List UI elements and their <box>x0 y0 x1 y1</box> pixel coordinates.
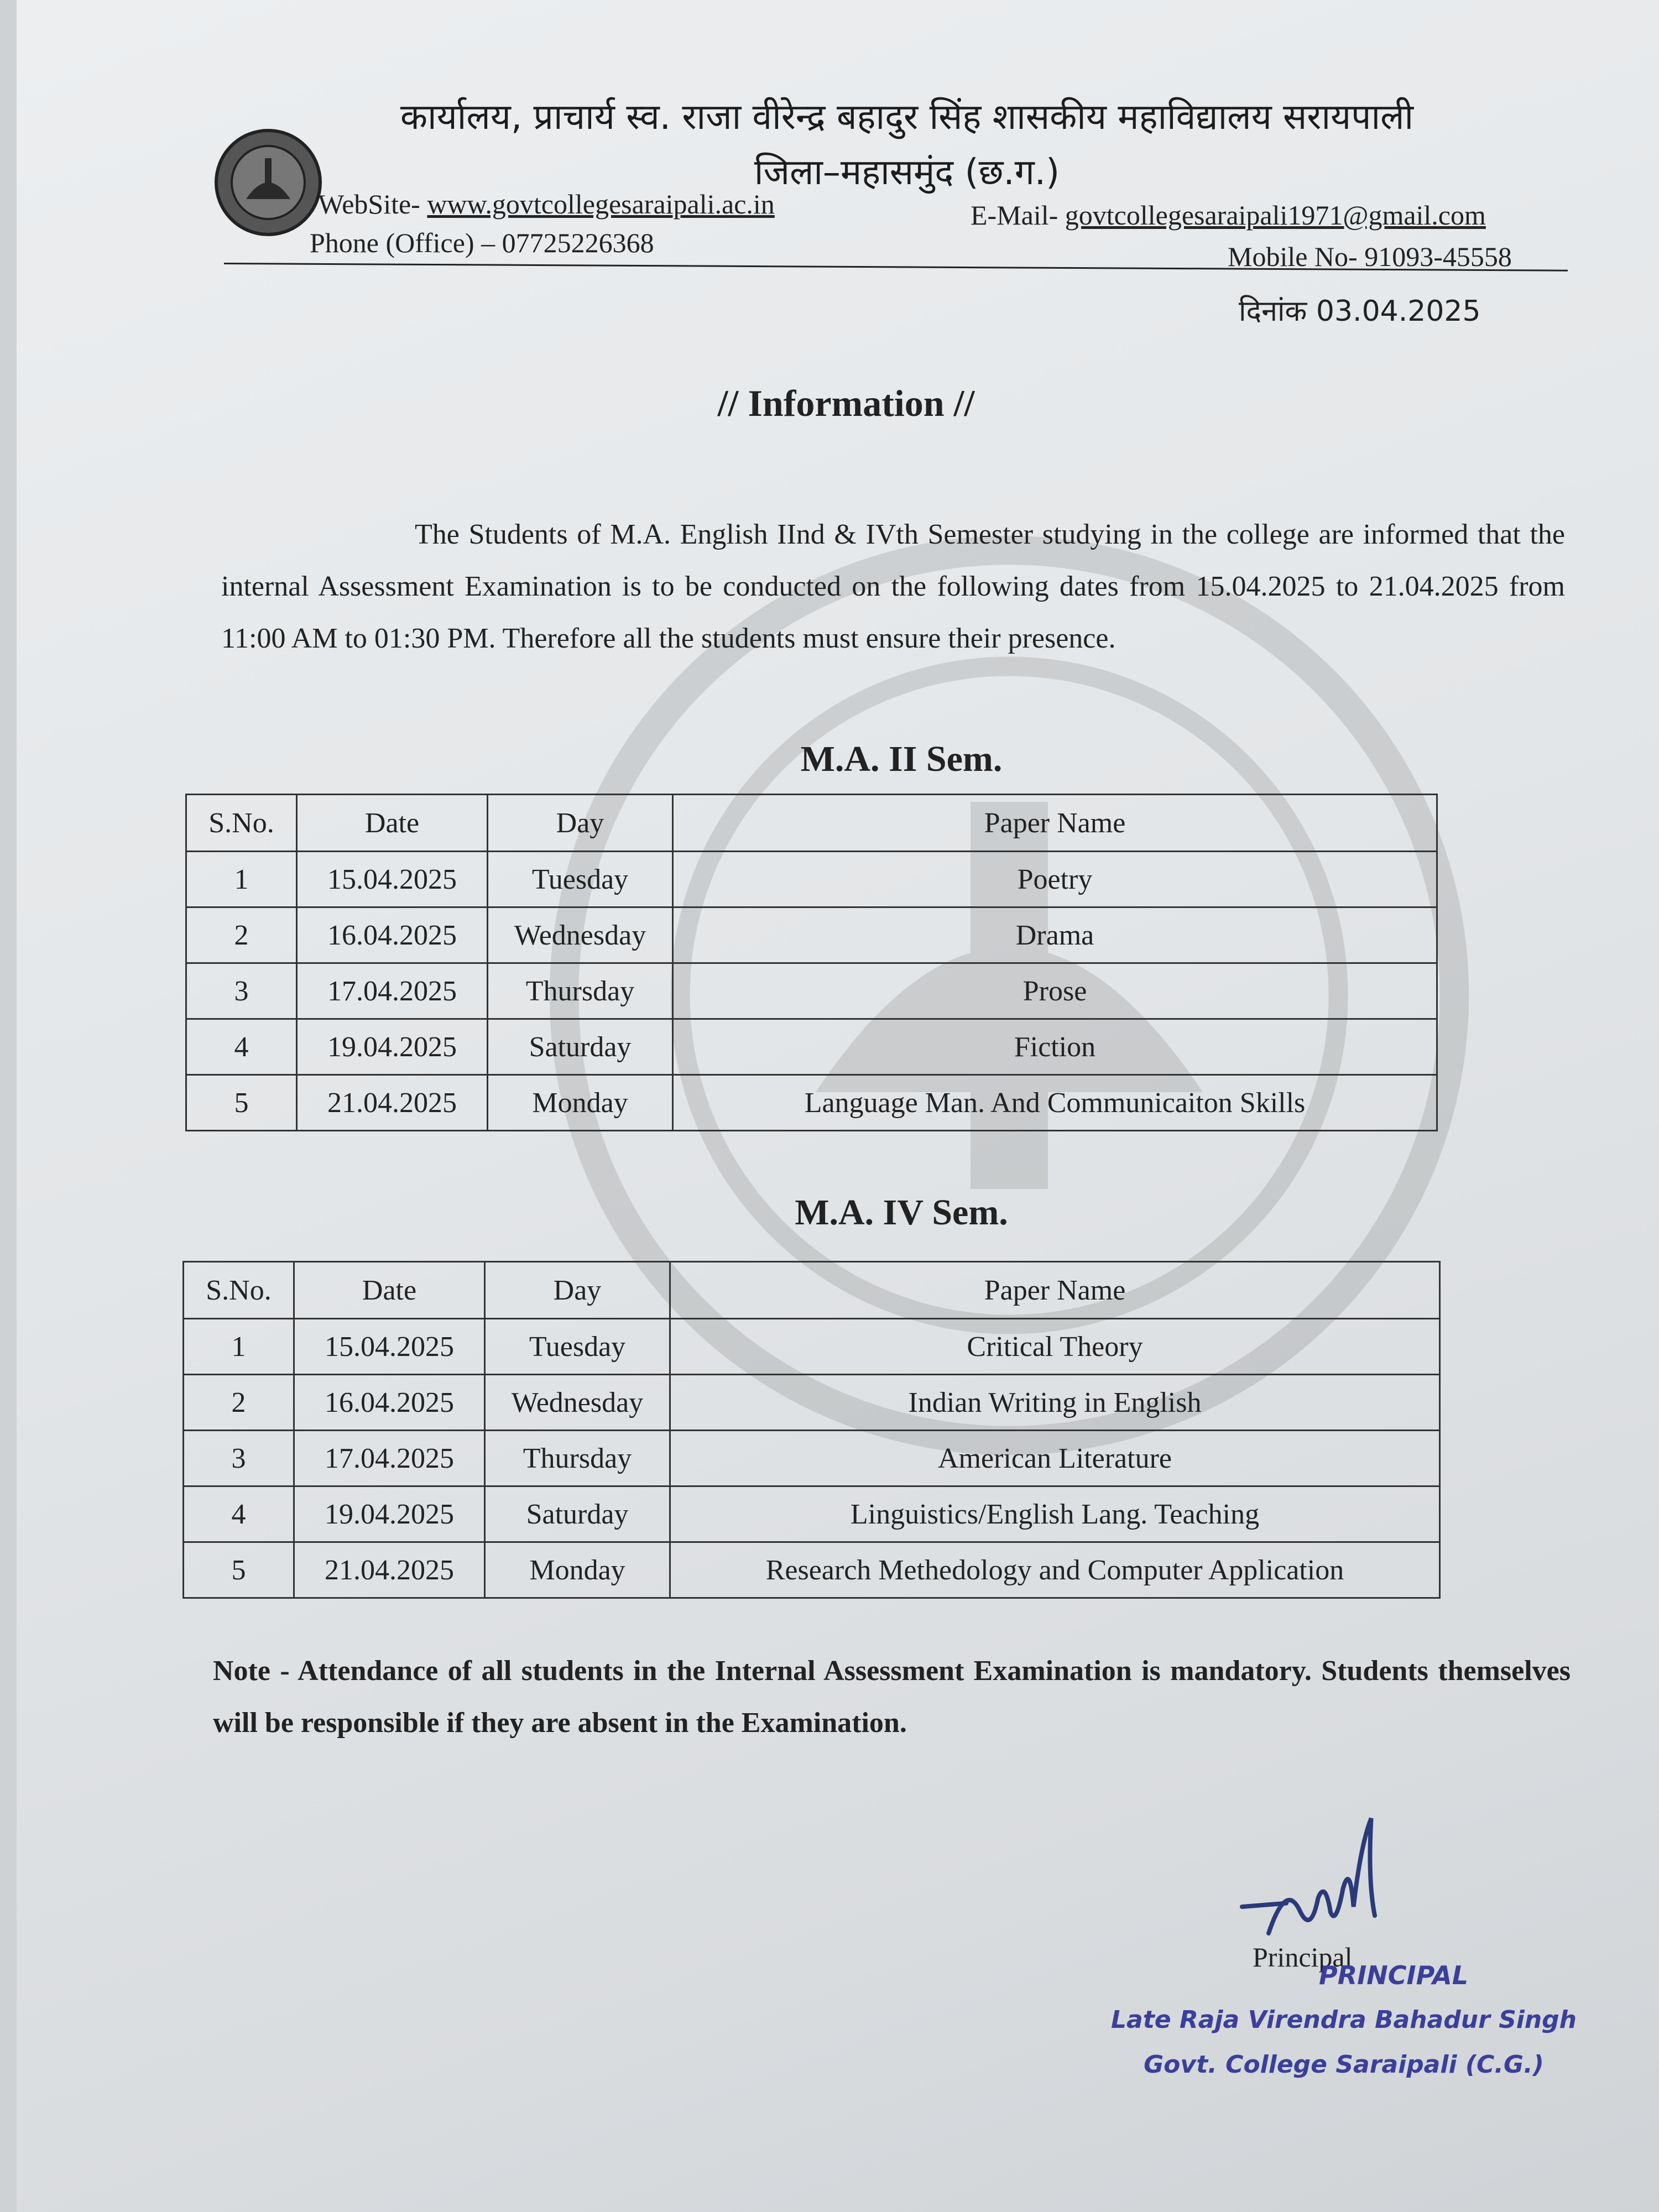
document-page <box>17 0 1659 2212</box>
cell-date: 19.04.2025 <box>294 1486 485 1542</box>
cell-sno: 5 <box>186 1075 297 1131</box>
cell-paper: Fiction <box>673 1019 1437 1075</box>
cell-paper: Drama <box>673 907 1437 963</box>
cell-date: 16.04.2025 <box>297 907 488 963</box>
principal-signature <box>1233 1808 1410 1952</box>
cell-sno: 1 <box>184 1319 294 1375</box>
cell-date: 15.04.2025 <box>294 1319 485 1375</box>
table-row <box>184 1542 1440 1598</box>
cell-day: Wednesday <box>488 907 673 963</box>
cell-date: 21.04.2025 <box>294 1542 485 1598</box>
col-header-date: Date <box>294 1262 485 1319</box>
email-line <box>971 199 1486 231</box>
email-link[interactable]: govtcollegesaraipali1971@gmail.com <box>1065 200 1486 231</box>
cell-paper: Poetry <box>673 852 1437 907</box>
cell-sno: 3 <box>186 963 297 1019</box>
cell-day: Thursday <box>488 963 673 1019</box>
col-header-paper: Paper Name <box>670 1262 1440 1319</box>
email-label: E-Mail- <box>971 200 1065 231</box>
cell-day: Thursday <box>485 1431 670 1486</box>
cell-date: 19.04.2025 <box>297 1019 488 1075</box>
cell-paper: Indian Writing in English <box>670 1375 1440 1431</box>
sem2-title: M.A. II Sem. <box>800 739 1003 779</box>
cell-day: Tuesday <box>488 852 673 907</box>
header-line-1: कार्यालय, प्राचार्य स्व. राजा वीरेन्द्र बहादुर सिंह शासकीय महाविद्यालय सरायपाली <box>400 97 1414 138</box>
cell-date: 17.04.2025 <box>297 963 488 1019</box>
table-row <box>186 1075 1437 1131</box>
cell-sno: 5 <box>184 1542 294 1598</box>
cell-sno: 1 <box>186 852 297 907</box>
col-header-day: Day <box>485 1262 670 1319</box>
table-row <box>184 1431 1440 1486</box>
cell-day: Monday <box>488 1075 673 1131</box>
attendance-note: Note - Attendance of all students in the Internal Assessment Examination is mandatory. Students themselves will be responsible if they are absent in the Examination. <box>213 1655 1571 1739</box>
cell-day: Saturday <box>485 1486 670 1542</box>
website-link[interactable]: www.govtcollegesaraipali.ac.in <box>427 189 775 220</box>
cell-sno: 4 <box>186 1019 297 1075</box>
notice-paragraph: The Students of M.A. English IInd & IVth Semester studying in the college are informed that the internal Assessment Examination is to be conducted on the following dates from 15.04.2025 to 21.04.2025 from 11:00 AM to 01:30 PM. Therefore all the students must ensure their presence. <box>221 519 1565 654</box>
table-row <box>186 1019 1437 1075</box>
website-label: WebSite- <box>318 189 427 220</box>
stamp-line-1: PRINCIPAL <box>1318 1960 1469 1990</box>
cell-paper: American Literature <box>670 1431 1440 1486</box>
cell-paper: Linguistics/English Lang. Teaching <box>670 1486 1440 1542</box>
cell-paper: Research Methedology and Computer Application <box>670 1542 1440 1598</box>
cell-date: 15.04.2025 <box>297 852 488 907</box>
stamp-line-2: Late Raja Virendra Bahadur Singh <box>1110 2006 1577 2034</box>
cell-paper: Language Man. And Communicaiton Skills <box>673 1075 1437 1131</box>
col-header-sno: S.No. <box>186 795 297 852</box>
col-header-day: Day <box>488 795 673 852</box>
sem4-title: M.A. IV Sem. <box>795 1192 1008 1233</box>
website-line <box>318 188 775 220</box>
cell-date: 21.04.2025 <box>297 1075 488 1131</box>
table-row <box>186 852 1437 907</box>
cell-sno: 4 <box>184 1486 294 1542</box>
table-row <box>186 907 1437 963</box>
principal-designation: Principal <box>1253 1942 1353 1973</box>
table-row <box>184 1486 1440 1542</box>
col-header-sno: S.No. <box>184 1262 294 1319</box>
phone-text: Phone (Office) – 07725226368 <box>310 227 654 258</box>
cell-sno: 3 <box>184 1431 294 1486</box>
cell-sno: 2 <box>184 1375 294 1431</box>
cell-day: Wednesday <box>485 1375 670 1431</box>
header-line-2: जिला–महासमुंद (छ.ग.) <box>754 152 1060 193</box>
table-row <box>184 1375 1440 1431</box>
table-header-row <box>186 795 1437 852</box>
stamp-line-3: Govt. College Saraipali (C.G.) <box>1144 2051 1544 2079</box>
cell-day: Saturday <box>488 1019 673 1075</box>
sem4-table <box>182 1261 1441 1599</box>
cell-sno: 2 <box>186 907 297 963</box>
cell-day: Tuesday <box>485 1319 670 1375</box>
document-date: दिनांक 03.04.2025 <box>1239 295 1481 328</box>
cell-paper: Prose <box>673 963 1437 1019</box>
col-header-paper: Paper Name <box>673 795 1437 852</box>
cell-paper: Critical Theory <box>670 1319 1440 1375</box>
table-header-row <box>184 1262 1440 1319</box>
principal-stamp <box>1095 1960 1593 2079</box>
cell-date: 16.04.2025 <box>294 1375 485 1431</box>
sem2-table <box>185 794 1438 1131</box>
cell-day: Monday <box>485 1542 670 1598</box>
cell-date: 17.04.2025 <box>294 1431 485 1486</box>
mobile-text: Mobile No- 91093-45558 <box>1228 241 1512 272</box>
col-header-date: Date <box>297 795 488 852</box>
table-row <box>184 1319 1440 1375</box>
table-row <box>186 963 1437 1019</box>
page-title: // Information // <box>717 382 975 424</box>
